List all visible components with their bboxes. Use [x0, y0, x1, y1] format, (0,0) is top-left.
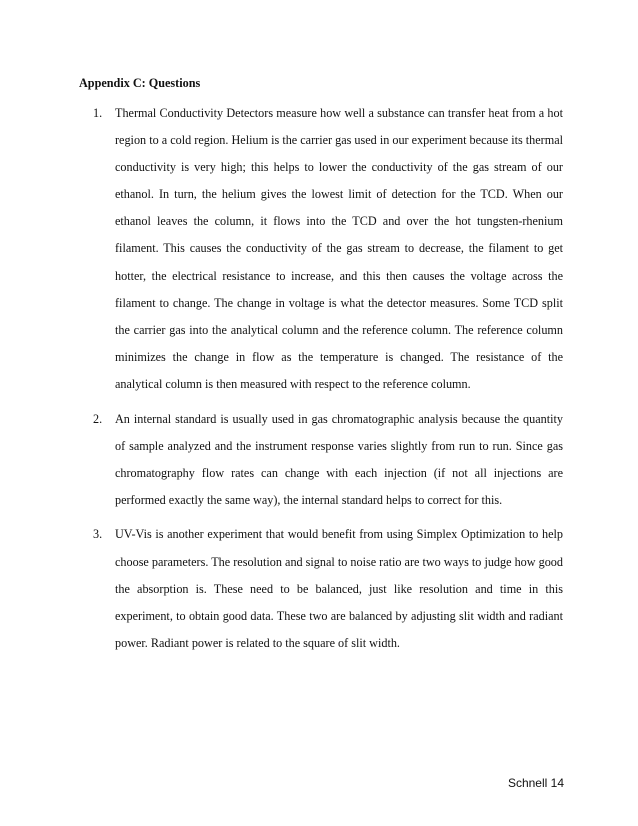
- question-item: [0, 406, 638, 514]
- question-number: 1.: [93, 106, 103, 120]
- question-text: Thermal Conductivity Detectors measure how well a substance can transfer heat from a hot region to a cold region. Helium is the carrier gas used in our experiment because its thermal conductivity is very high; this helps to lower the conductivity of the gas stream of our ethanol. In turn, the helium gives the lowest limit of detection for the TCD. When our ethanol leaves the column, it flows into the TCD and over the hot tungsten-rhenium filament. This causes the conductivity of the gas stream to decrease, the filament to get hotter, the electrical resistance to increase, and this then causes the voltage across the filament to change. The change in voltage is what the detector measures. Some TCD split the carrier gas into the analytical column and the reference column. The reference column minimizes the change in flow as the temperature is changed. The resistance of the analytical column is then measured with respect to the reference column.: [115, 106, 563, 391]
- question-text: An internal standard is usually used in gas chromatographic analysis because the quantity of sample analyzed and the instrument response varies slightly from run to run. Since gas chromatography flow rates can change with each injection (if not all injections are performed exactly the same way), the internal standard helps to correct for this.: [115, 411, 563, 507]
- section-heading: Appendix C: Questions: [79, 76, 201, 90]
- question-item: [0, 521, 638, 656]
- question-text: UV-Vis is another experiment that would benefit from using Simplex Optimization to help choose parameters. The resolution and signal to noise ratio are two ways to judge how good the absorption is. These need to be balanced, just like resolution and time in this experiment, to obtain good data. These two are balanced by adjusting slit width and radiant power. Radiant power is related to the square of slit width.: [115, 527, 563, 650]
- question-number: 2.: [93, 411, 103, 426]
- question-number: 3.: [93, 527, 103, 542]
- questions-list: [0, 100, 638, 664]
- page-footer: Schnell 14: [507, 776, 564, 790]
- question-item: [0, 100, 638, 398]
